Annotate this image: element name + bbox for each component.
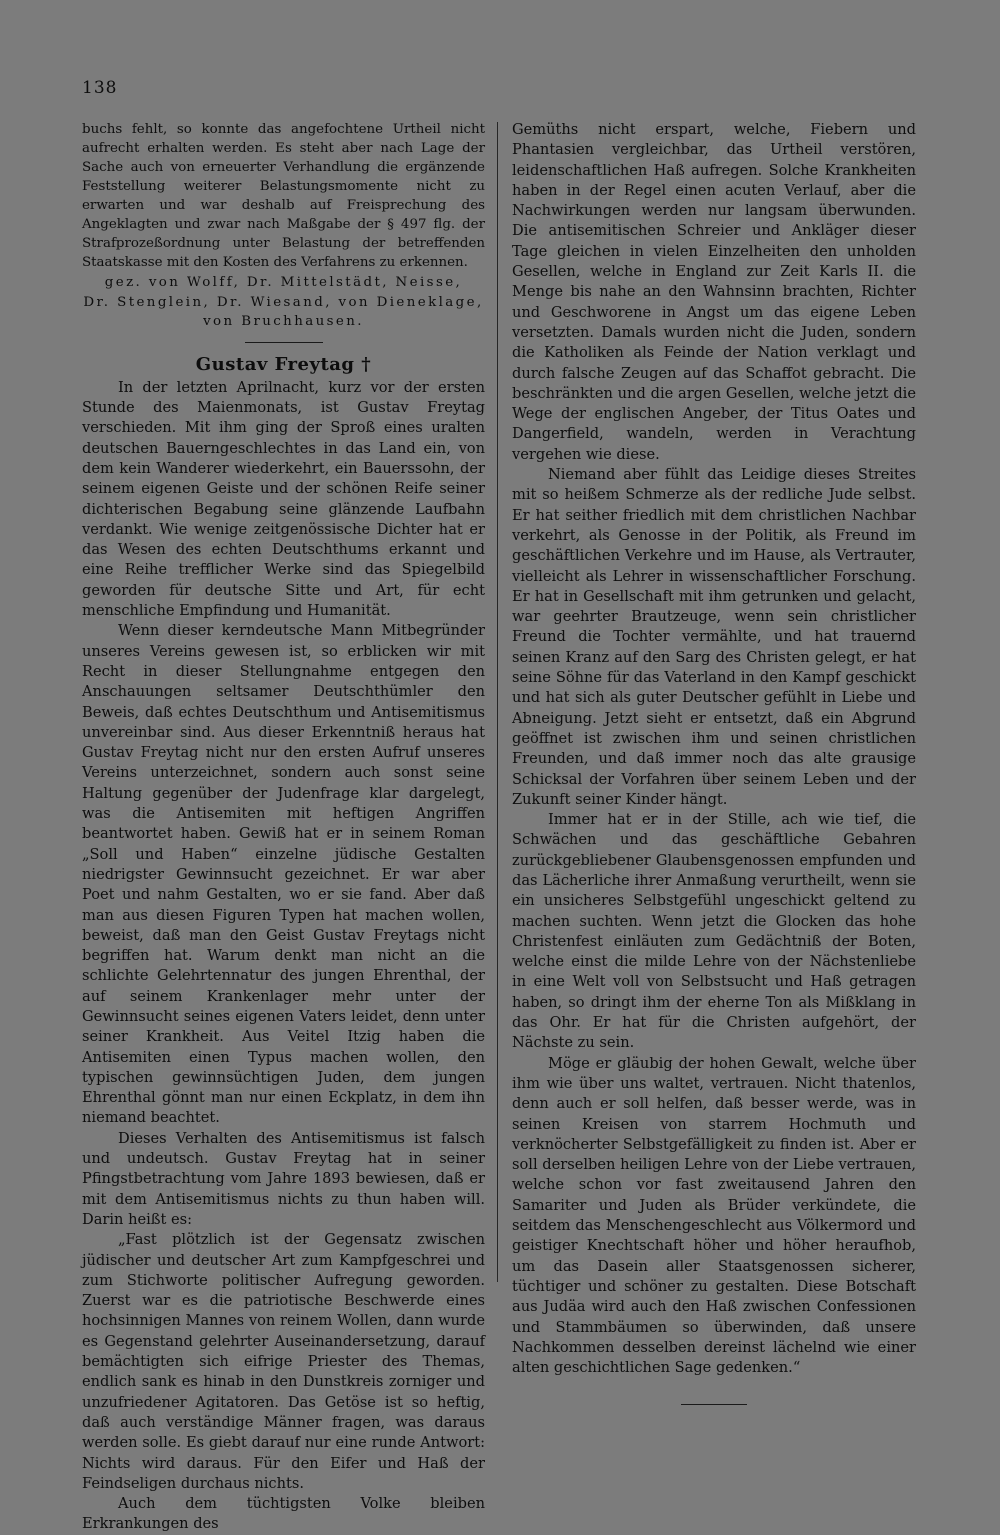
article-paragraph: Auch dem tüchtigsten Volke bleiben Erkrankungen des <box>82 1495 485 1533</box>
article-paragraph: In der letzten Aprilnacht, kurz vor der ersten Stunde des Maienmonats, ist Gustav Freytag verschieden. Mit ihm ging der Sproß eines uralten deutschen Bauerngeschlechtes in das Land ein, von dem kein Wanderer wiederkehrt, ein Bauerssohn, der seinem eigenen Geiste und der schönen Reife seiner dichterischen Begabung seine glänzende Laufbahn verdankt. Wie wenige zeitgenössische Dichter hat er das Wesen des echten Deutschthums erkannt und eine Reihe trefflicher Werke sind das Spiegelbild geworden für deutsche Sitte und Art, für echt menschliche Empfindung und Humanität. <box>82 378 485 620</box>
column-divider <box>497 122 498 1282</box>
ruling-signatures <box>82 273 485 332</box>
article-paragraph: Wenn dieser kerndeutsche Mann Mitbegründer unseres Vereins gewesen ist, so erblicken wir mit Recht in dieser Stellungnahme entgegen den Anschauungen seltsamer Deutschthümler den Beweis, daß echtes Deutschthum und Antisemitismus unvereinbar sind. Aus dieser Erkenntniß heraus hat Gustav Freytag nicht nur den ersten Aufruf unseres Vereins unterzeichnet, sondern auch sonst seine Haltung gegenüber der Judenfrage klar dargelegt, was die Antisemiten mit heftigen Angriffen beantwortet haben. Gewiß hat er in seinem Roman „Soll und Haben“ einzelne jüdische Gestalten niedrigster Gewinnsucht gezeichnet. Er war aber Poet und nahm Gestalten, wo er sie fand. Aber daß man aus diesen Figuren Typen hat machen wollen, beweist, daß man den Geist Gustav Freytags nicht begriffen hat. Warum denkt man nicht an die schlichte Gelehrtennatur des jungen Ehrenthal, der auf seinem Krankenlager mehr unter der Gewinnsucht seines eigenen Vaters leidet, denn unter seiner Krankheit. Aus Veitel Itzig haben die Antisemiten einen Typus machen wollen, den typischen gewinnsüchtigen Juden, dem jungen Ehrenthal gönnt man nur einen Eckplatz, in dem ihn niemand beachtet. <box>82 622 485 1127</box>
article-paragraph: Möge er gläubig der hohen Gewalt, welche über ihm wie über uns waltet, vertrauen. Nicht thatenlos, denn auch er soll helfen, daß besser werde, was in seinen Kreisen von starrem Hochmuth und verknöcherter Selbstgefälligkeit zu finden ist. Aber er soll derselben heiligen Lehre von der Liebe vertrauen, welche schon vor fast zweitausend Jahren den Samariter und Juden als Brüder verkündete, die seitdem das Menschengeschlecht aus Völkermord und geistiger Knechtschaft höher und höher heraufhob, um das Dasein aller Staatsgenossen sicherer, tüchtiger und schöner zu gestalten. Diese Botschaft aus Judäa wird auch den Haß zwischen Confessionen und Stammbäumen so überwinden, daß unsere Nachkommen desselben dereinst lächelnd wie einer alten geschichtlichen Sage gedenken.“ <box>512 1054 916 1377</box>
section-divider <box>245 342 323 343</box>
court-ruling-text: buchs fehlt, so konnte das angefochtene Urtheil nicht aufrecht erhalten werden. Es steht aber nach Lage der Sache auch von erneuerter Verhandlung die ergänzende Feststellung weiterer Belastungsmomente nicht zu erwarten und war deshalb auf Freisprechung des Angeklagten und zwar nach Maßgabe der § 497 flg. der Strafprozeßordnung unter Belastung der betreffenden Staatskasse mit den Kosten des Verfahrens zu erkennen. <box>82 122 485 270</box>
article-end-rule <box>681 1404 747 1405</box>
article-paragraph: Gemüths nicht erspart, welche, Fiebern und Phantasien vergleichbar, das Urtheil verstören, leidenschaftlichen Haß aufregen. Solche Krankheiten haben in der Regel einen acuten Verlauf, aber die Nachwirkungen werden nur langsam überwunden. Die antisemitischen Schreier und Ankläger dieser Tage gleichen in vielen Einzelheiten den unholden Gesellen, welche in England zur Zeit Karls II. die Menge bis nahe an den Wahnsinn brachten, Richter und Geschworene in Angst um das eigene Leben versetzten. Damals wurden nicht die Juden, sondern die Katholiken als Feinde der Nation verklagt und durch falsche Zeugen auf das Schaffot gebracht. Die beschränkten und die argen Gesellen, welche jetzt die Wege der englischen Angeber, der Titus Oates und Dangerfield, wandeln, werden in Verachtung vergehen wie diese. <box>512 121 916 463</box>
left-column <box>82 120 485 1535</box>
page-number: 138 <box>82 78 118 98</box>
right-column <box>512 120 916 1405</box>
article-paragraph: Dieses Verhalten des Antisemitismus ist falsch und undeutsch. Gustav Freytag hat in seiner Pfingstbetrachtung vom Jahre 1893 bewiesen, daß er mit dem Antisemitismus nichts zu thun haben will. Darin heißt es: <box>82 1129 485 1228</box>
article-title: Gustav Freytag † <box>195 353 372 375</box>
signature-line-2: Dr. Stenglein, Dr. Wiesand, von Dieneklage, <box>83 294 484 310</box>
article-paragraph: Niemand aber fühlt das Leidige dieses Streites mit so heißem Schmerze als der redliche Jude selbst. Er hat seither friedlich mit dem christlichen Nachbar verkehrt, als Genosse in der Politik, als Freund im geschäftlichen Verkehre und im Hause, als Vertrauter, vielleicht als Lehrer in wissenschaftlicher Forschung. Er hat in Gesellschaft mit ihm getrunken und gelacht, war geehrter Brautzeuge, wenn sein christlicher Freund die Tochter vermählte, und hat trauernd seinen Kranz auf den Sarg des Christen gelegt, er hat seine Söhne für das Vaterland in den Kampf geschickt und hat sich als guter Deutscher gefühlt in Liebe und Abneigung. Jetzt sieht er entsetzt, daß ein Abgrund geöffnet ist zwischen ihm und seinen christlichen Freunden, und daß immer noch das alte grausige Schicksal der Vorfahren über seinem Leben und der Zukunft seiner Kinder hängt. <box>512 466 916 808</box>
signature-line-1: gez. von Wolff, Dr. Mittelstädt, Neisse, <box>104 275 463 290</box>
article-paragraph: Immer hat er in der Stille, ach wie tief, die Schwächen und das geschäftliche Gebahren zurückgebliebener Glaubensgenossen empfunden und das Lächerliche ihrer Anmaßung verurtheilt, wenn sie ein unsicheres Selbstgefühl ungeschickt geltend zu machen suchten. Wenn jetzt die Glocken das hohe Christenfest einläuten zum Gedächtniß der Boten, welche einst die milde Lehre von der Nächstenliebe in eine Welt voll von Selbstsucht und Haß getragen haben, so dringt ihm der eherne Ton als Mißklang in das Ohr. Er hat für die Christen aufgehört, der Nächste zu sein. <box>512 811 916 1052</box>
article-quote-paragraph: „Fast plötzlich ist der Gegensatz zwischen jüdischer und deutscher Art zum Kampfgeschrei und zum Stichworte politischer Aufregung geworden. Zuerst war es die patriotische Beschwerde eines hochsinnigen Mannes von reinem Wollen, dann wurde es Gegenstand gelehrter Auseinandersetzung, darauf bemächtigten sich eifrige Priester des Themas, endlich sank es hinab in den Dunstkreis zorniger und unzufriedener Agitatoren. Das Getöse ist so heftig, daß auch verständige Männer fragen, was daraus werden solle. Es giebt darauf nur eine runde Antwort: Nichts wird daraus. Für den Eifer und Haß der Feindseligen durchaus nichts. <box>82 1231 485 1492</box>
signature-line-3: von Bruchhausen. <box>203 314 364 329</box>
